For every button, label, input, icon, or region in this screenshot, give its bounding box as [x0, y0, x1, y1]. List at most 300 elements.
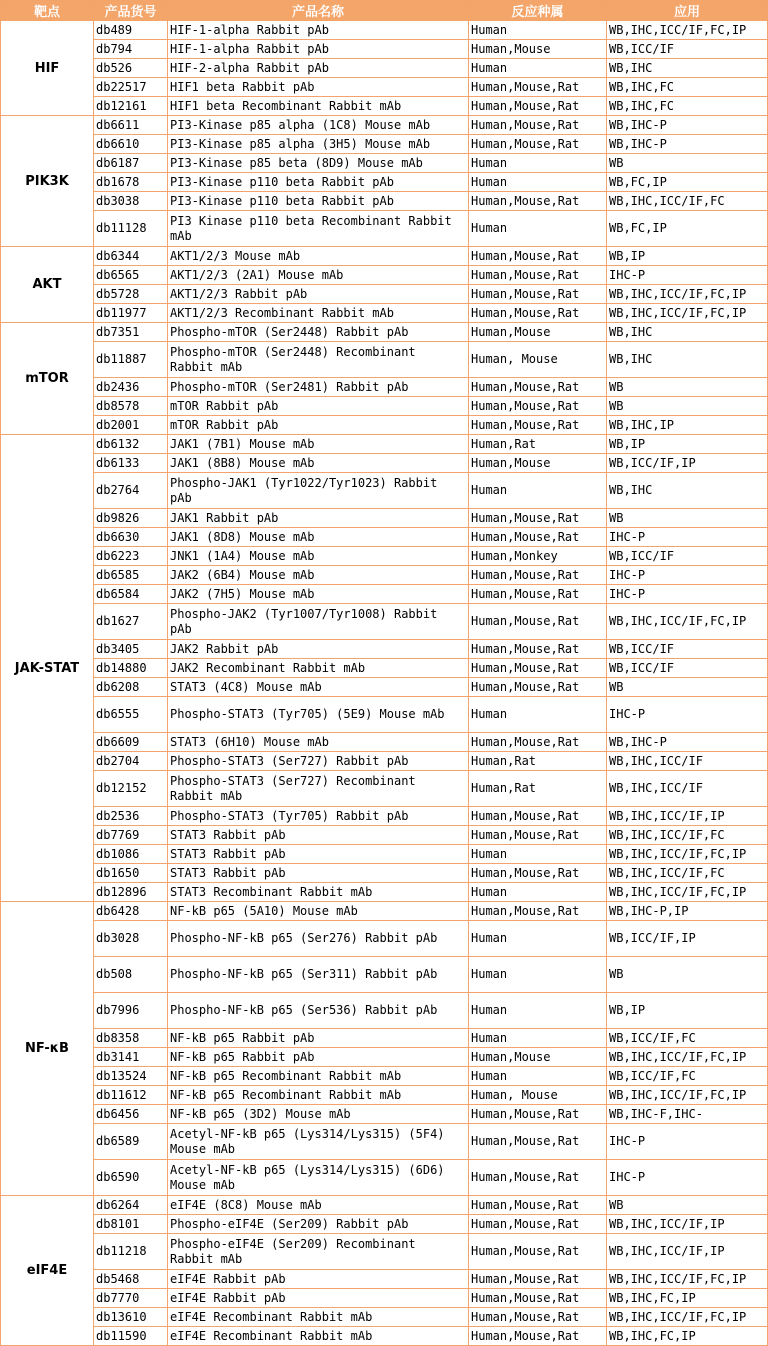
- species-cell: Human,Mouse,Rat: [469, 1234, 607, 1270]
- product-name-cell: NF-kB p65 Rabbit pAb: [168, 1029, 469, 1048]
- catalog-number-cell: db12152: [94, 771, 168, 807]
- application-cell: WB: [607, 397, 768, 416]
- product-name-cell: PI3-Kinase p85 beta (8D9) Mouse mAb: [168, 154, 469, 173]
- catalog-number-cell: db6630: [94, 528, 168, 547]
- catalog-number-cell: db6456: [94, 1105, 168, 1124]
- table-row: [1, 604, 768, 640]
- application-cell: WB,IHC,ICC/IF,FC,IP: [607, 1086, 768, 1105]
- species-cell: Human,Mouse,Rat: [469, 97, 607, 116]
- application-cell: IHC-P: [607, 585, 768, 604]
- product-name-cell: HIF1 beta Rabbit pAb: [168, 78, 469, 97]
- catalog-number-cell: db3405: [94, 640, 168, 659]
- application-cell: WB,IHC,ICC/IF,FC,IP: [607, 21, 768, 40]
- application-cell: WB,ICC/IF: [607, 640, 768, 659]
- application-cell: WB,IHC,ICC/IF,IP: [607, 1215, 768, 1234]
- catalog-number-cell: db6344: [94, 247, 168, 266]
- application-cell: WB: [607, 957, 768, 993]
- species-cell: Human: [469, 957, 607, 993]
- table-row: [1, 1029, 768, 1048]
- species-cell: Human,Mouse,Rat: [469, 78, 607, 97]
- header-row: [1, 1, 768, 21]
- species-cell: Human,Mouse,Rat: [469, 566, 607, 585]
- species-cell: Human: [469, 59, 607, 78]
- product-name-cell: NF-kB p65 Rabbit pAb: [168, 1048, 469, 1067]
- species-cell: Human,Mouse,Rat: [469, 1124, 607, 1160]
- table-row: [1, 397, 768, 416]
- product-name-cell: Phospho-STAT3 (Tyr705) Rabbit pAb: [168, 807, 469, 826]
- header-species: 反应种属: [469, 1, 607, 21]
- product-name-cell: Phospho-NF-kB p65 (Ser276) Rabbit pAb: [168, 921, 469, 957]
- application-cell: WB,IHC,ICC/IF: [607, 771, 768, 807]
- application-cell: WB,IHC,ICC/IF,FC: [607, 864, 768, 883]
- table-row: [1, 509, 768, 528]
- product-name-cell: eIF4E Rabbit pAb: [168, 1289, 469, 1308]
- species-cell: Human,Mouse,Rat: [469, 528, 607, 547]
- species-cell: Human,Mouse: [469, 40, 607, 59]
- table-row: [1, 135, 768, 154]
- application-cell: IHC-P: [607, 1124, 768, 1160]
- table-row: [1, 528, 768, 547]
- table-row: [1, 378, 768, 397]
- species-cell: Human: [469, 993, 607, 1029]
- species-cell: Human,Mouse,Rat: [469, 1308, 607, 1327]
- table-row: [1, 1105, 768, 1124]
- catalog-number-cell: db5468: [94, 1270, 168, 1289]
- catalog-number-cell: db6585: [94, 566, 168, 585]
- application-cell: WB,IHC,ICC/IF,FC,IP: [607, 285, 768, 304]
- catalog-number-cell: db9826: [94, 509, 168, 528]
- catalog-number-cell: db11218: [94, 1234, 168, 1270]
- product-name-cell: JAK2 Recombinant Rabbit mAb: [168, 659, 469, 678]
- product-name-cell: NF-kB p65 Recombinant Rabbit mAb: [168, 1086, 469, 1105]
- table-row: [1, 1160, 768, 1196]
- table-row: [1, 1124, 768, 1160]
- application-cell: WB,IHC,FC: [607, 78, 768, 97]
- application-cell: WB,IP: [607, 993, 768, 1029]
- table-row: [1, 1289, 768, 1308]
- application-cell: WB,IHC,ICC/IF,FC,IP: [607, 883, 768, 902]
- catalog-number-cell: db6610: [94, 135, 168, 154]
- product-name-cell: mTOR Rabbit pAb: [168, 416, 469, 435]
- species-cell: Human: [469, 173, 607, 192]
- species-cell: Human,Mouse,Rat: [469, 585, 607, 604]
- catalog-number-cell: db794: [94, 40, 168, 59]
- product-name-cell: HIF1 beta Recombinant Rabbit mAb: [168, 97, 469, 116]
- product-name-cell: STAT3 Rabbit pAb: [168, 826, 469, 845]
- catalog-number-cell: db6187: [94, 154, 168, 173]
- catalog-number-cell: db12161: [94, 97, 168, 116]
- species-cell: Human,Mouse,Rat: [469, 135, 607, 154]
- application-cell: WB,ICC/IF,IP: [607, 454, 768, 473]
- catalog-number-cell: db3028: [94, 921, 168, 957]
- table-row: [1, 957, 768, 993]
- product-name-cell: NF-kB p65 Recombinant Rabbit mAb: [168, 1067, 469, 1086]
- table-row: [1, 59, 768, 78]
- header-catalog-number: 产品货号: [94, 1, 168, 21]
- application-cell: WB,IHC,ICC/IF: [607, 752, 768, 771]
- species-cell: Human,Mouse,Rat: [469, 678, 607, 697]
- application-cell: IHC-P: [607, 1160, 768, 1196]
- product-name-cell: NF-kB p65 (5A10) Mouse mAb: [168, 902, 469, 921]
- species-cell: Human,Rat: [469, 435, 607, 454]
- table-row: [1, 285, 768, 304]
- application-cell: WB: [607, 154, 768, 173]
- application-cell: WB,IHC,ICC/IF,FC,IP: [607, 1048, 768, 1067]
- table-row: [1, 883, 768, 902]
- table-row: [1, 993, 768, 1029]
- catalog-number-cell: db11977: [94, 304, 168, 323]
- application-cell: WB,IHC-F,IHC-: [607, 1105, 768, 1124]
- catalog-number-cell: db3038: [94, 192, 168, 211]
- product-name-cell: Phospho-eIF4E (Ser209) Recombinant Rabbit mAb: [168, 1234, 469, 1270]
- species-cell: Human,Mouse,Rat: [469, 285, 607, 304]
- table-row: [1, 864, 768, 883]
- product-name-cell: Phospho-NF-kB p65 (Ser536) Rabbit pAb: [168, 993, 469, 1029]
- catalog-number-cell: db6132: [94, 435, 168, 454]
- application-cell: WB: [607, 678, 768, 697]
- catalog-number-cell: db6584: [94, 585, 168, 604]
- table-row: [1, 266, 768, 285]
- product-name-cell: eIF4E (8C8) Mouse mAb: [168, 1196, 469, 1215]
- table-row: [1, 771, 768, 807]
- table-row: [1, 845, 768, 864]
- catalog-number-cell: db526: [94, 59, 168, 78]
- species-cell: Human: [469, 921, 607, 957]
- application-cell: WB,IP: [607, 247, 768, 266]
- catalog-number-cell: db8578: [94, 397, 168, 416]
- species-cell: Human: [469, 883, 607, 902]
- product-name-cell: STAT3 Rabbit pAb: [168, 845, 469, 864]
- species-cell: Human,Mouse,Rat: [469, 509, 607, 528]
- catalog-number-cell: db6565: [94, 266, 168, 285]
- target-cell: mTOR: [1, 323, 94, 435]
- table-row: [1, 97, 768, 116]
- species-cell: Human,Mouse,Rat: [469, 733, 607, 752]
- table-row: [1, 826, 768, 845]
- species-cell: Human,Mouse,Rat: [469, 902, 607, 921]
- table-row: [1, 585, 768, 604]
- species-cell: Human,Mouse,Rat: [469, 1270, 607, 1289]
- species-cell: Human: [469, 21, 607, 40]
- species-cell: Human,Monkey: [469, 547, 607, 566]
- product-name-cell: Phospho-mTOR (Ser2481) Rabbit pAb: [168, 378, 469, 397]
- application-cell: WB: [607, 509, 768, 528]
- application-cell: WB,IHC-P: [607, 135, 768, 154]
- table-row: [1, 154, 768, 173]
- table-row: [1, 454, 768, 473]
- catalog-number-cell: db6555: [94, 697, 168, 733]
- species-cell: Human,Mouse,Rat: [469, 266, 607, 285]
- species-cell: Human,Mouse,Rat: [469, 1327, 607, 1346]
- table-row: [1, 435, 768, 454]
- species-cell: Human,Mouse: [469, 323, 607, 342]
- table-body: [1, 21, 768, 1346]
- species-cell: Human,Mouse,Rat: [469, 807, 607, 826]
- catalog-number-cell: db11612: [94, 1086, 168, 1105]
- table-row: [1, 416, 768, 435]
- product-name-cell: STAT3 (6H10) Mouse mAb: [168, 733, 469, 752]
- application-cell: WB,IHC,FC,IP: [607, 1289, 768, 1308]
- table-row: [1, 902, 768, 921]
- table-row: [1, 921, 768, 957]
- table-row: [1, 1048, 768, 1067]
- species-cell: Human,Mouse,Rat: [469, 826, 607, 845]
- target-cell: JAK-STAT: [1, 435, 94, 902]
- table-row: [1, 1196, 768, 1215]
- catalog-number-cell: db8358: [94, 1029, 168, 1048]
- species-cell: Human: [469, 845, 607, 864]
- application-cell: WB,ICC/IF: [607, 547, 768, 566]
- species-cell: Human,Mouse,Rat: [469, 1160, 607, 1196]
- product-name-cell: AKT1/2/3 (2A1) Mouse mAb: [168, 266, 469, 285]
- application-cell: WB,IHC: [607, 323, 768, 342]
- catalog-number-cell: db8101: [94, 1215, 168, 1234]
- catalog-number-cell: db5728: [94, 285, 168, 304]
- product-name-cell: Acetyl-NF-kB p65 (Lys314/Lys315) (5F4) Mouse mAb: [168, 1124, 469, 1160]
- product-name-cell: AKT1/2/3 Mouse mAb: [168, 247, 469, 266]
- application-cell: WB,IHC,FC: [607, 97, 768, 116]
- product-name-cell: JAK2 (7H5) Mouse mAb: [168, 585, 469, 604]
- application-cell: IHC-P: [607, 528, 768, 547]
- catalog-number-cell: db2436: [94, 378, 168, 397]
- catalog-number-cell: db2704: [94, 752, 168, 771]
- catalog-number-cell: db2536: [94, 807, 168, 826]
- catalog-number-cell: db7770: [94, 1289, 168, 1308]
- application-cell: WB: [607, 1196, 768, 1215]
- species-cell: Human,Mouse,Rat: [469, 192, 607, 211]
- catalog-number-cell: db489: [94, 21, 168, 40]
- table-row: [1, 40, 768, 59]
- table-row: [1, 1215, 768, 1234]
- header-target: 靶点: [1, 1, 94, 21]
- application-cell: WB,ICC/IF: [607, 659, 768, 678]
- catalog-number-cell: db1678: [94, 173, 168, 192]
- species-cell: Human: [469, 211, 607, 247]
- product-name-cell: JAK1 Rabbit pAb: [168, 509, 469, 528]
- catalog-number-cell: db6133: [94, 454, 168, 473]
- table-row: [1, 1067, 768, 1086]
- product-name-cell: JAK2 (6B4) Mouse mAb: [168, 566, 469, 585]
- product-name-cell: eIF4E Rabbit pAb: [168, 1270, 469, 1289]
- product-name-cell: Phospho-mTOR (Ser2448) Rabbit pAb: [168, 323, 469, 342]
- application-cell: WB,ICC/IF: [607, 40, 768, 59]
- table-row: [1, 116, 768, 135]
- target-cell: AKT: [1, 247, 94, 323]
- product-name-cell: PI3-Kinase p110 beta Rabbit pAb: [168, 173, 469, 192]
- catalog-number-cell: db6223: [94, 547, 168, 566]
- application-cell: IHC-P: [607, 566, 768, 585]
- catalog-number-cell: db6264: [94, 1196, 168, 1215]
- product-name-cell: Phospho-STAT3 (Tyr705) (5E9) Mouse mAb: [168, 697, 469, 733]
- product-name-cell: PI3 Kinase p110 beta Recombinant Rabbit mAb: [168, 211, 469, 247]
- application-cell: IHC-P: [607, 697, 768, 733]
- table-row: [1, 640, 768, 659]
- species-cell: Human,Mouse: [469, 1048, 607, 1067]
- catalog-number-cell: db11128: [94, 211, 168, 247]
- target-cell: PIK3K: [1, 116, 94, 247]
- table-row: [1, 1270, 768, 1289]
- product-name-cell: HIF-2-alpha Rabbit pAb: [168, 59, 469, 78]
- header-application: 应用: [607, 1, 768, 21]
- application-cell: WB,IHC: [607, 59, 768, 78]
- product-name-cell: Phospho-JAK1 (Tyr1022/Tyr1023) Rabbit pAb: [168, 473, 469, 509]
- table-row: [1, 192, 768, 211]
- product-name-cell: AKT1/2/3 Rabbit pAb: [168, 285, 469, 304]
- product-name-cell: Phospho-STAT3 (Ser727) Rabbit pAb: [168, 752, 469, 771]
- catalog-number-cell: db6590: [94, 1160, 168, 1196]
- product-name-cell: PI3-Kinase p85 alpha (3H5) Mouse mAb: [168, 135, 469, 154]
- table-row: [1, 659, 768, 678]
- species-cell: Human,Mouse,Rat: [469, 864, 607, 883]
- species-cell: Human, Mouse: [469, 342, 607, 378]
- catalog-number-cell: db6208: [94, 678, 168, 697]
- catalog-number-cell: db1627: [94, 604, 168, 640]
- product-name-cell: eIF4E Recombinant Rabbit mAb: [168, 1308, 469, 1327]
- table-row: [1, 247, 768, 266]
- catalog-number-cell: db6609: [94, 733, 168, 752]
- catalog-number-cell: db7769: [94, 826, 168, 845]
- table-row: [1, 323, 768, 342]
- catalog-number-cell: db11590: [94, 1327, 168, 1346]
- table-row: [1, 1308, 768, 1327]
- species-cell: Human, Mouse: [469, 1086, 607, 1105]
- product-name-cell: HIF-1-alpha Rabbit pAb: [168, 40, 469, 59]
- species-cell: Human,Mouse,Rat: [469, 1289, 607, 1308]
- application-cell: WB,IHC,ICC/IF,FC,IP: [607, 304, 768, 323]
- catalog-number-cell: db6611: [94, 116, 168, 135]
- catalog-number-cell: db14880: [94, 659, 168, 678]
- product-name-cell: eIF4E Recombinant Rabbit mAb: [168, 1327, 469, 1346]
- application-cell: WB,IHC-P,IP: [607, 902, 768, 921]
- species-cell: Human,Mouse,Rat: [469, 304, 607, 323]
- application-cell: WB,IHC,ICC/IF,IP: [607, 1234, 768, 1270]
- table-row: [1, 304, 768, 323]
- table-row: [1, 547, 768, 566]
- product-name-cell: mTOR Rabbit pAb: [168, 397, 469, 416]
- table-row: [1, 1086, 768, 1105]
- application-cell: WB,ICC/IF,IP: [607, 921, 768, 957]
- product-name-cell: JAK1 (8B8) Mouse mAb: [168, 454, 469, 473]
- species-cell: Human,Mouse,Rat: [469, 1105, 607, 1124]
- table-row: [1, 1234, 768, 1270]
- product-name-cell: STAT3 Recombinant Rabbit mAb: [168, 883, 469, 902]
- application-cell: WB,IHC,ICC/IF,FC,IP: [607, 1308, 768, 1327]
- product-name-cell: STAT3 (4C8) Mouse mAb: [168, 678, 469, 697]
- table-row: [1, 566, 768, 585]
- product-name-cell: Phospho-eIF4E (Ser209) Rabbit pAb: [168, 1215, 469, 1234]
- product-name-cell: AKT1/2/3 Recombinant Rabbit mAb: [168, 304, 469, 323]
- species-cell: Human,Mouse,Rat: [469, 1196, 607, 1215]
- table-row: [1, 211, 768, 247]
- species-cell: Human: [469, 1029, 607, 1048]
- species-cell: Human,Mouse,Rat: [469, 397, 607, 416]
- application-cell: IHC-P: [607, 266, 768, 285]
- species-cell: Human: [469, 1067, 607, 1086]
- catalog-number-cell: db7351: [94, 323, 168, 342]
- application-cell: WB,IHC,ICC/IF,FC,IP: [607, 604, 768, 640]
- catalog-number-cell: db7996: [94, 993, 168, 1029]
- table-row: [1, 78, 768, 97]
- product-name-cell: HIF-1-alpha Rabbit pAb: [168, 21, 469, 40]
- table-row: [1, 733, 768, 752]
- species-cell: Human,Mouse: [469, 454, 607, 473]
- species-cell: Human,Mouse,Rat: [469, 1215, 607, 1234]
- product-name-cell: Phospho-NF-kB p65 (Ser311) Rabbit pAb: [168, 957, 469, 993]
- application-cell: WB,IHC: [607, 342, 768, 378]
- product-name-cell: JNK1 (1A4) Mouse mAb: [168, 547, 469, 566]
- target-cell: eIF4E: [1, 1196, 94, 1346]
- species-cell: Human: [469, 473, 607, 509]
- table-row: [1, 173, 768, 192]
- product-name-cell: Phospho-STAT3 (Ser727) Recombinant Rabbit mAb: [168, 771, 469, 807]
- species-cell: Human,Mouse,Rat: [469, 604, 607, 640]
- catalog-number-cell: db6428: [94, 902, 168, 921]
- table-row: [1, 807, 768, 826]
- product-name-cell: STAT3 Rabbit pAb: [168, 864, 469, 883]
- catalog-number-cell: db3141: [94, 1048, 168, 1067]
- species-cell: Human,Mouse,Rat: [469, 640, 607, 659]
- application-cell: WB,ICC/IF,FC: [607, 1067, 768, 1086]
- application-cell: WB,IHC,ICC/IF,FC,IP: [607, 845, 768, 864]
- product-name-cell: PI3-Kinase p110 beta Rabbit pAb: [168, 192, 469, 211]
- species-cell: Human,Mouse,Rat: [469, 116, 607, 135]
- application-cell: WB,FC,IP: [607, 173, 768, 192]
- product-name-cell: PI3-Kinase p85 alpha (1C8) Mouse mAb: [168, 116, 469, 135]
- species-cell: Human: [469, 697, 607, 733]
- species-cell: Human,Rat: [469, 752, 607, 771]
- species-cell: Human,Rat: [469, 771, 607, 807]
- catalog-number-cell: db508: [94, 957, 168, 993]
- species-cell: Human,Mouse,Rat: [469, 247, 607, 266]
- table-row: [1, 1327, 768, 1346]
- application-cell: WB,ICC/IF,FC: [607, 1029, 768, 1048]
- product-name-cell: Phospho-JAK2 (Tyr1007/Tyr1008) Rabbit pAb: [168, 604, 469, 640]
- species-cell: Human,Mouse,Rat: [469, 659, 607, 678]
- header-product-name: 产品名称: [168, 1, 469, 21]
- product-name-cell: JAK1 (8D8) Mouse mAb: [168, 528, 469, 547]
- product-name-cell: JAK1 (7B1) Mouse mAb: [168, 435, 469, 454]
- table-row: [1, 697, 768, 733]
- catalog-number-cell: db1650: [94, 864, 168, 883]
- catalog-number-cell: db11887: [94, 342, 168, 378]
- table-row: [1, 21, 768, 40]
- catalog-number-cell: db6589: [94, 1124, 168, 1160]
- application-cell: WB,IHC,ICC/IF,FC: [607, 826, 768, 845]
- application-cell: WB: [607, 378, 768, 397]
- species-cell: Human,Mouse,Rat: [469, 378, 607, 397]
- application-cell: WB,IHC,ICC/IF,FC: [607, 192, 768, 211]
- target-cell: NF-κB: [1, 902, 94, 1196]
- application-cell: WB,IP: [607, 435, 768, 454]
- catalog-number-cell: db13610: [94, 1308, 168, 1327]
- application-cell: WB,IHC-P: [607, 116, 768, 135]
- species-cell: Human,Mouse,Rat: [469, 416, 607, 435]
- catalog-number-cell: db2001: [94, 416, 168, 435]
- application-cell: WB,IHC,ICC/IF,IP: [607, 807, 768, 826]
- species-cell: Human: [469, 154, 607, 173]
- catalog-number-cell: db12896: [94, 883, 168, 902]
- application-cell: WB,IHC,IP: [607, 416, 768, 435]
- application-cell: WB,IHC,ICC/IF,FC,IP: [607, 1270, 768, 1289]
- catalog-number-cell: db1086: [94, 845, 168, 864]
- catalog-number-cell: db13524: [94, 1067, 168, 1086]
- product-name-cell: Phospho-mTOR (Ser2448) Recombinant Rabbit mAb: [168, 342, 469, 378]
- table-row: [1, 752, 768, 771]
- catalog-number-cell: db22517: [94, 78, 168, 97]
- product-name-cell: Acetyl-NF-kB p65 (Lys314/Lys315) (6D6) Mouse mAb: [168, 1160, 469, 1196]
- application-cell: WB,FC,IP: [607, 211, 768, 247]
- table-row: [1, 342, 768, 378]
